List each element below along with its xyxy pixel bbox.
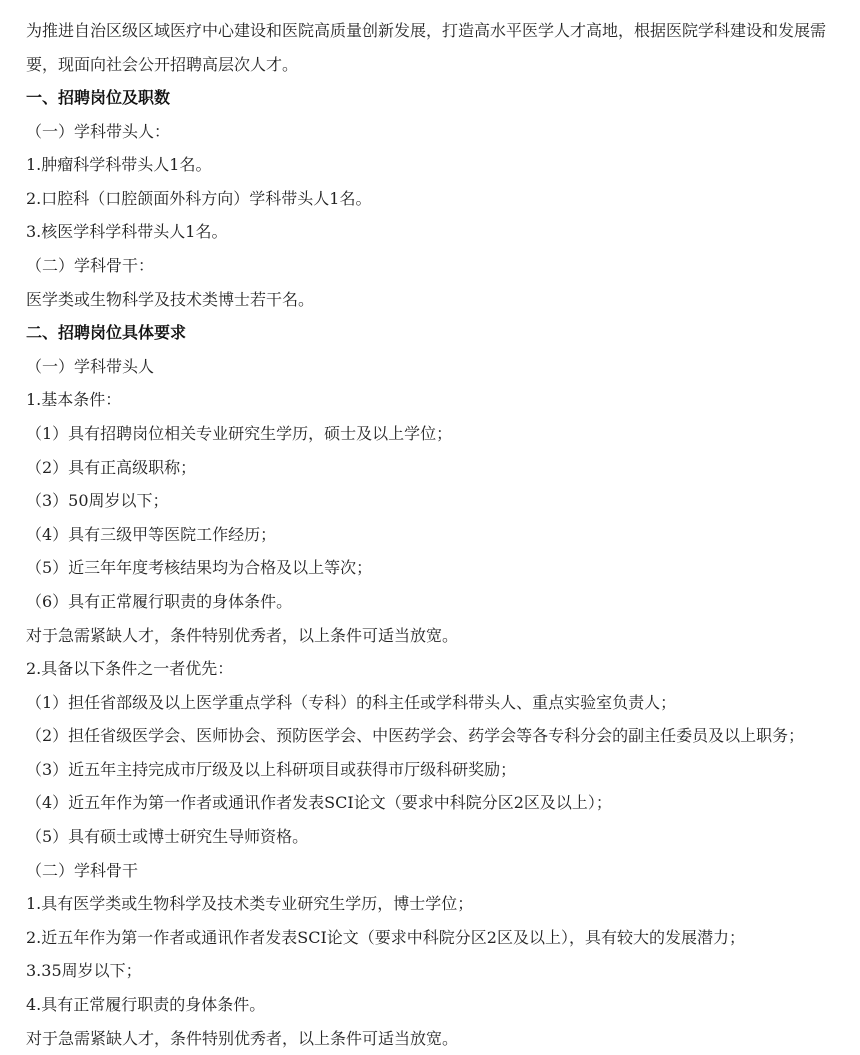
text-line: 1.具有医学类或生物科学及技术类专业研究生学历，博士学位； xyxy=(26,894,474,914)
text-line: （5）具有硕士或博士研究生导师资格。 xyxy=(26,827,309,847)
text-line: 对于急需紧缺人才，条件特别优秀者，以上条件可适当放宽。 xyxy=(26,1028,459,1048)
text-line: （2）具有正高级职称； xyxy=(26,457,197,477)
text-line: （1）具有招聘岗位相关专业研究生学历，硕士及以上学位； xyxy=(26,423,453,443)
section-heading: 二、招聘岗位具体要求 xyxy=(26,323,187,343)
text-line: 对于急需紧缺人才，条件特别优秀者，以上条件可适当放宽。 xyxy=(26,625,459,645)
text-line: （3）50周岁以下； xyxy=(26,491,169,511)
document-body xyxy=(26,14,856,1055)
text-line: （二）学科骨干 xyxy=(26,860,139,880)
text-line: （3）近五年主持完成市厅级及以上科研项目或获得市厅级科研奖励； xyxy=(26,759,517,779)
text-line: 4.具有正常履行职责的身体条件。 xyxy=(26,995,266,1015)
text-line: （4）近五年作为第一作者或通讯作者发表SCI论文（要求中科院分区2区及以上）； xyxy=(26,793,612,813)
text-line: （4）具有三级甲等医院工作经历； xyxy=(26,524,277,544)
text-line: 2.近五年作为第一作者或通讯作者发表SCI论文（要求中科院分区2区及以上），具有较大的发展潜力； xyxy=(26,927,745,947)
text-line: 3.35周岁以下； xyxy=(26,961,142,981)
text-line: （一）学科带头人 xyxy=(26,356,155,376)
text-line: （2）担任省级医学会、医师协会、预防医学会、中医药学会、药学会等各专科分会的副主任委员及以上职务； xyxy=(26,726,805,746)
text-line: （一）学科带头人： xyxy=(26,121,171,141)
text-line: 2.具备以下条件之一者优先： xyxy=(26,659,234,679)
text-line: 医学类或生物科学及技术类博士若干名。 xyxy=(26,289,315,309)
intro-paragraph: 为推进自治区级区域医疗中心建设和医院高质量创新发展，打造高水平医学人才高地，根据医院学科建设和发展需要，现面向社会公开招聘高层次人才。 xyxy=(26,21,827,74)
text-line: （二）学科骨干： xyxy=(26,255,155,275)
text-line: 1.肿瘤科学科带头人1名。 xyxy=(26,155,212,175)
text-line: （6）具有正常履行职责的身体条件。 xyxy=(26,591,293,611)
text-line: 2.口腔科（口腔颌面外科方向）学科带头人1名。 xyxy=(26,188,372,208)
content-lines xyxy=(26,81,856,1055)
section-heading: 一、招聘岗位及职数 xyxy=(26,88,171,107)
text-line: 1.基本条件： xyxy=(26,390,122,410)
text-line: （1）担任省部级及以上医学重点学科（专科）的科主任或学科带头人、重点实验室负责人； xyxy=(26,692,677,712)
text-line: （5）近三年年度考核结果均为合格及以上等次； xyxy=(26,558,373,578)
text-line: 3.核医学科学科带头人1名。 xyxy=(26,222,228,242)
